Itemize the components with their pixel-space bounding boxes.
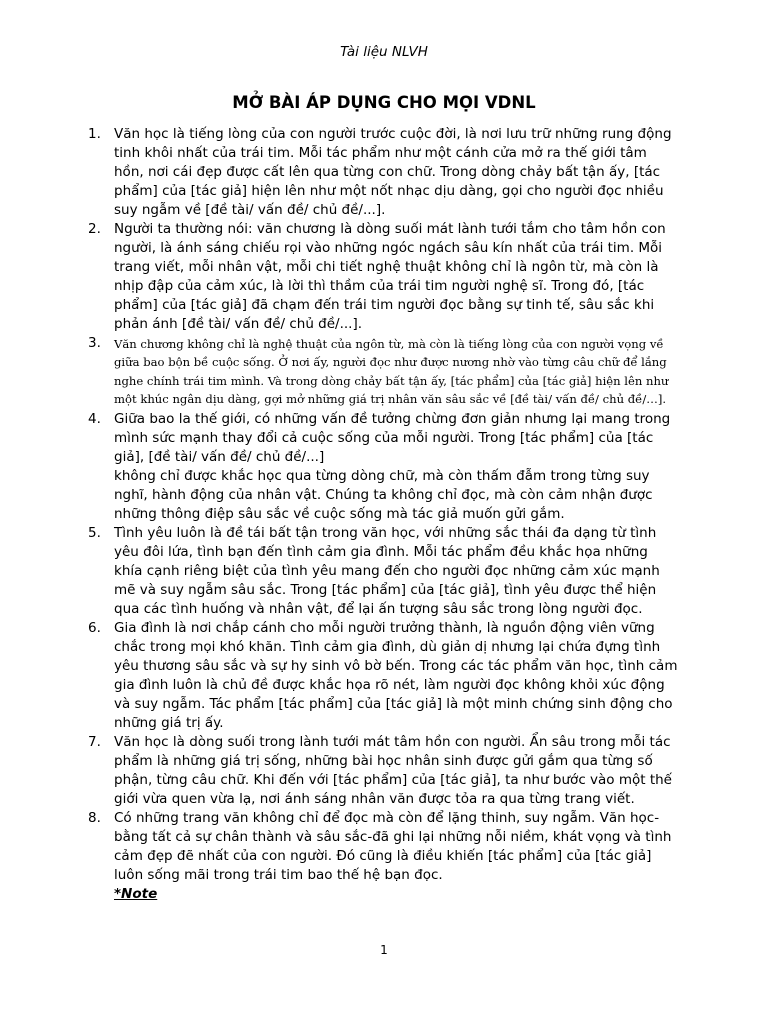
note-label: *Note bbox=[114, 886, 158, 903]
item-text: Người ta thường nói: văn chương là dòng suối mát lành tưới tắm cho tâm hồn con người, là ánh sáng chiếu rọi vào những ngóc ngách sâu kín nhất của trái tim. Mỗi trang viết, mỗi nhân vật, mỗi chi tiết nghệ thuật không chỉ là ngôn từ, mà còn là nhịp đập của cảm xúc, là lời thì thầm của trái tim người nghệ sĩ. Trong đó, [tác phẩm] của [tác giả] đã chạm đến trái tim người đọc bằng sự tinh tế, sâu sắc khi phản ánh [đề tài/ vấn đề/ chủ đề/...]. bbox=[114, 221, 666, 332]
item-text: Có những trang văn không chỉ để đọc mà còn để lặng thinh, suy ngẫm. Văn học- bằng tất cả sự chân thành và sâu sắc-đã ghi lại những nỗi niềm, khát vọng và tình cảm đẹp đẽ nhất của con người. Đó cũng là điều khiến [tác phẩm] của [tác giả] luôn sống mãi trong trái tim bao thế hệ bạn đọc. bbox=[114, 810, 672, 884]
list-item bbox=[88, 809, 680, 904]
item-number: 5. bbox=[88, 525, 101, 542]
list-item bbox=[88, 524, 680, 619]
item-text: Văn học là dòng suối trong lành tưới mát tâm hồn con người. Ẩn sâu trong mỗi tác phẩm là những giá trị sống, những bài học nhân sinh được gửi gắm qua từng số phận, từng câu chữ. Khi đến với [tác phẩm] của [tác giả], ta như bước vào một thế giới vừa quen vừa lạ, nơi ánh sáng nhân văn được tỏa ra qua từng trang viết. bbox=[114, 734, 672, 808]
item-text: Tình yêu luôn là đề tái bất tận trong văn học, với những sắc thái đa dạng từ tình yêu đôi lứa, tình bạn đến tình cảm gia đình. Mỗi tác phẩm đều khắc họa những khía cạnh riêng biệt của tình yêu mang đến cho người đọc những cảm xúc mạnh mẽ và suy ngẫm sâu sắc. Trong [tác phẩm] của [tác giả], tình yêu được thể hiện qua các tình huống và nhân vật, để lại ấn tượng sâu sắc trong lòng người đọc. bbox=[114, 525, 660, 618]
item-number: 4. bbox=[88, 411, 101, 428]
page-title: MỞ BÀI ÁP DỤNG CHO MỌI VDNL bbox=[232, 93, 536, 112]
item-text-continuation: không chỉ được khắc học qua từng dòng chữ, mà còn thấm đẫm trong từng suy nghĩ, hành động của nhân vật. Chúng ta không chỉ đọc, mà còn cảm nhận được những thông điệp sâu sắc về cuộc sống mà tác giả muốn gửi gắm. bbox=[114, 468, 653, 523]
page-number: 1 bbox=[380, 943, 388, 957]
list-item bbox=[88, 733, 680, 809]
item-number: 8. bbox=[88, 810, 101, 827]
document-header: Tài liệu NLVH bbox=[340, 44, 428, 60]
item-number: 1. bbox=[88, 126, 101, 142]
item-text: Giữa bao la thế giới, có những vấn đề tưởng chừng đơn giản nhưng lại mang trong mình sức mạnh thay đổi cả cuộc sống của mỗi người. Trong [tác phẩm] của [tác giả], [đề tài/ vấn đề/ chủ đề/...] bbox=[114, 411, 671, 466]
list-item bbox=[88, 334, 680, 410]
list-item bbox=[88, 619, 680, 733]
list-item bbox=[88, 220, 680, 334]
item-text: Gia đình là nơi chắp cánh cho mỗi người trưởng thành, là nguồn động viên vững chắc trong mọi khó khăn. Tình cảm gia đình, dù giản dị nhưng lại chứa đựng tình yêu thương sâu sắc và sự hy sinh vô bờ bến. Trong các tác phẩm văn học, tình cảm gia đình luôn là chủ đề được khắc họa rõ nét, làm người đọc không khỏi xúc động và suy ngẫm. Tác phẩm [tác phẩm] của [tác giả] là một minh chứng sinh động cho những giá trị ấy. bbox=[114, 620, 678, 732]
item-text: Văn chương không chỉ là nghệ thuật của ngôn từ, mà còn là tiếng lòng của con người vọng về giữa bao bộn bề cuộc sống. Ở nơi ấy, người đọc như được nương nhờ vào từng câu chữ để lắng nghe chính trái tim mình. Và trong dòng chảy bất tận ấy, [tác phẩm] của [tác giả] hiện lên như một khúc ngân dịu dàng, gợi mở những giá trị nhân văn sâu sắc về [đề tài/ vấn đề/ chủ đề/…]. bbox=[114, 337, 669, 406]
item-number: 6. bbox=[88, 620, 101, 637]
item-number: 7. bbox=[88, 734, 101, 751]
paragraph-list bbox=[88, 125, 680, 904]
list-item bbox=[88, 410, 680, 524]
item-number: 2. bbox=[88, 221, 101, 237]
list-item bbox=[88, 125, 680, 220]
item-number: 3. bbox=[88, 335, 101, 351]
item-text: Văn học là tiếng lòng của con người trước cuộc đời, là nơi lưu trữ những rung động tinh khôi nhất của trái tim. Mỗi tác phẩm như một cánh cửa mở ra thế giới tâm hồn, nơi cái đẹp được cất lên qua từng con chữ. Trong dòng chảy bất tận ấy, [tác phẩm] của [tác giả] hiện lên như một nốt nhạc dịu dàng, gọi cho người đọc nhiều suy ngẫm về [đề tài/ vấn đề/ chủ đề/...]. bbox=[114, 126, 672, 218]
